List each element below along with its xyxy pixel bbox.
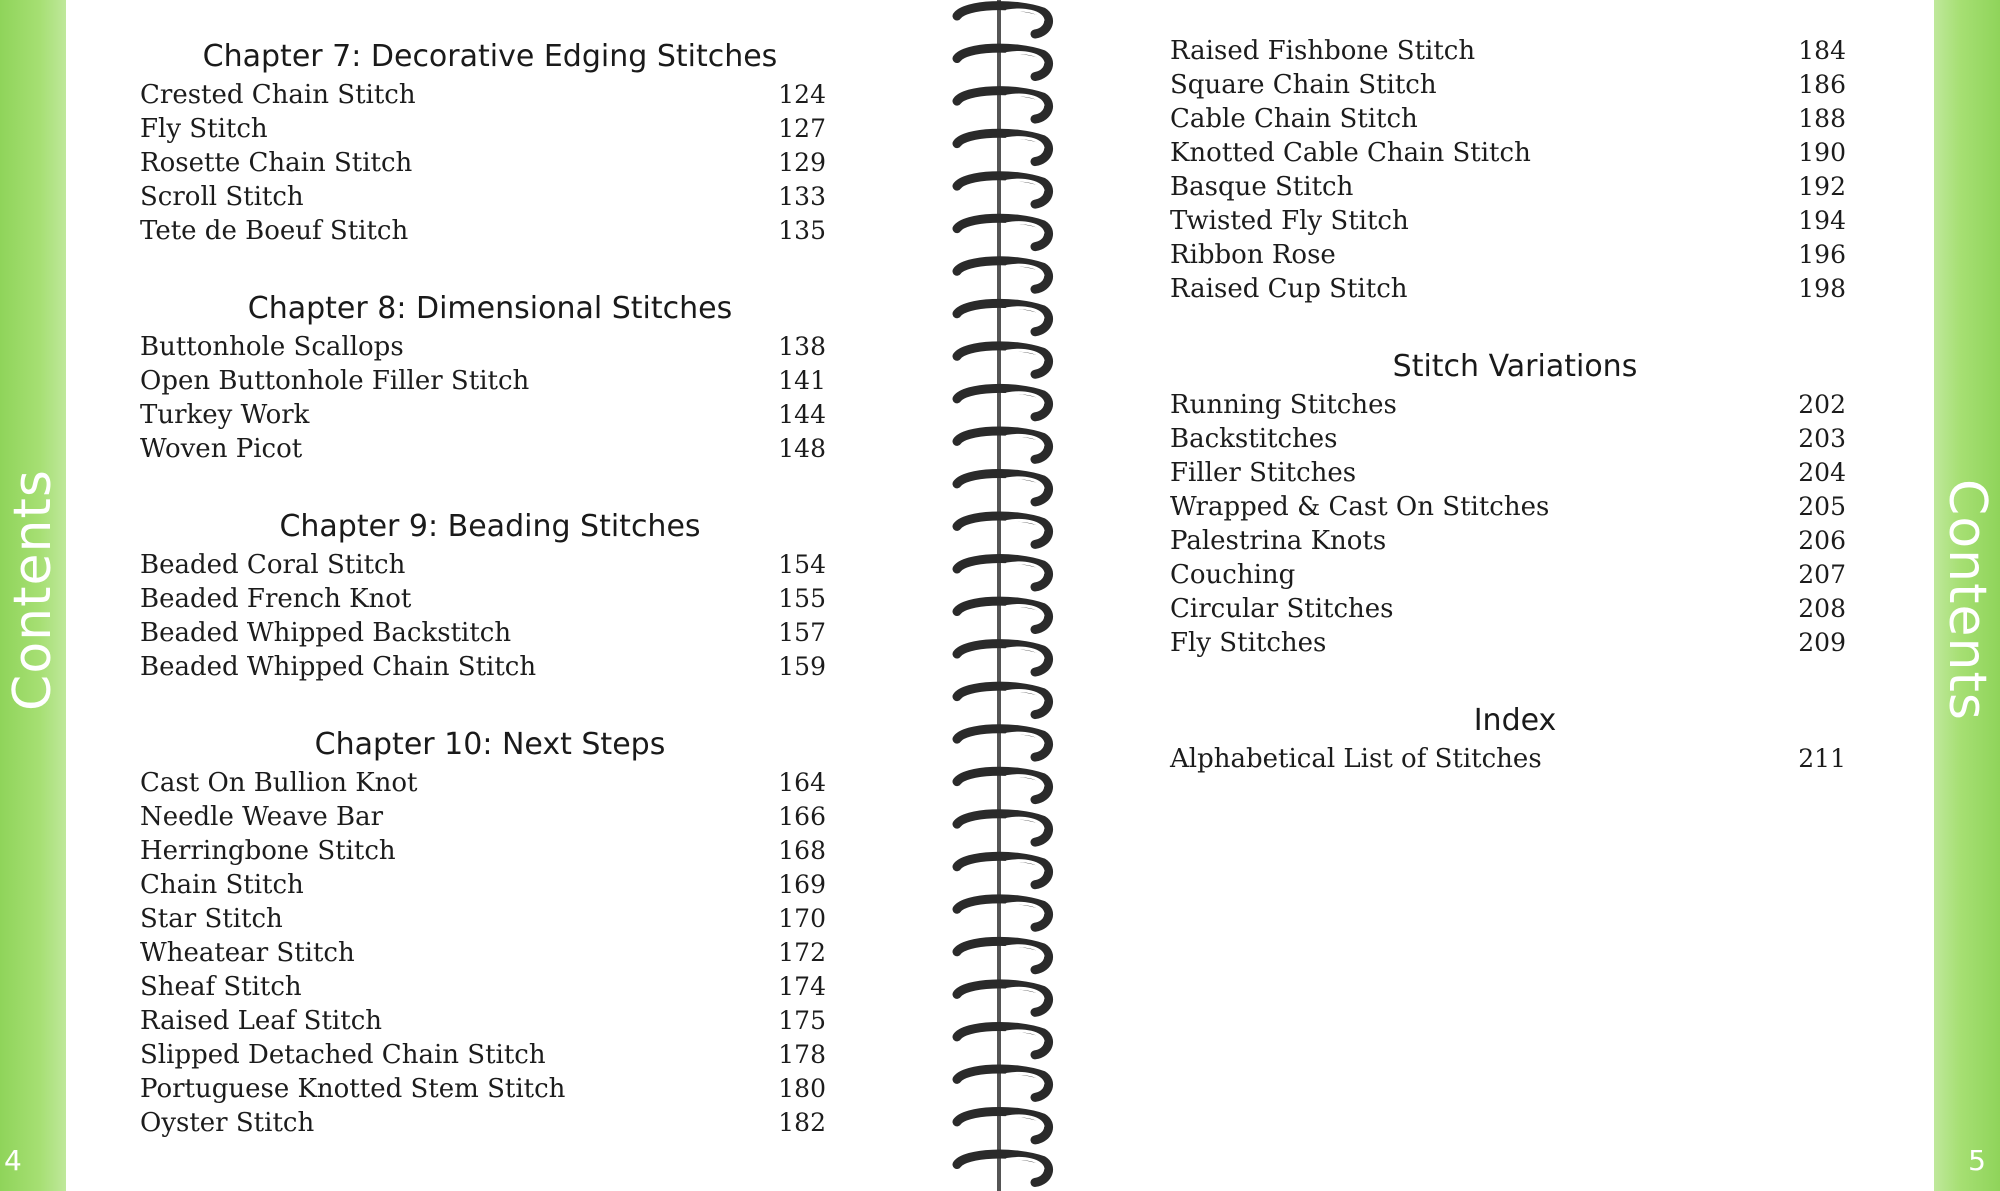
- left-page-number: 4: [4, 1144, 22, 1177]
- entry-page: 141: [778, 366, 826, 395]
- toc-entry[interactable]: [140, 1072, 840, 1106]
- entry-name: Woven Picot: [140, 434, 303, 464]
- entry-name: Circular Stitches: [1170, 594, 1394, 624]
- toc-entry[interactable]: [1170, 456, 1860, 490]
- toc-entry[interactable]: [1170, 170, 1860, 204]
- entry-page: 159: [778, 652, 826, 681]
- toc-entry[interactable]: [1170, 238, 1860, 272]
- entry-page: 154: [778, 550, 826, 579]
- entry-page: 174: [778, 972, 826, 1001]
- binding-coil: [957, 261, 1049, 289]
- toc-entry[interactable]: [140, 146, 840, 180]
- entry-page: 168: [778, 836, 826, 865]
- entry-page: 204: [1798, 458, 1846, 487]
- binding-coil: [957, 1069, 1049, 1097]
- binding-coil: [957, 303, 1049, 331]
- binding-coil: [957, 771, 1049, 799]
- entry-name: Basque Stitch: [1170, 172, 1354, 202]
- entry-page: 205: [1798, 492, 1846, 521]
- entry-name: Oyster Stitch: [140, 1108, 315, 1138]
- entry-name: Cast On Bullion Knot: [140, 768, 418, 798]
- toc-entry[interactable]: [1170, 68, 1860, 102]
- entry-page: 135: [778, 216, 826, 245]
- toc-entry[interactable]: [140, 364, 840, 398]
- entry-name: Portuguese Knotted Stem Stitch: [140, 1074, 566, 1104]
- binding-coil: [957, 48, 1049, 76]
- toc-entry[interactable]: [1170, 742, 1860, 776]
- entry-name: Star Stitch: [140, 904, 283, 934]
- section-title: Chapter 7: Decorative Edging Stitches: [202, 39, 778, 74]
- entry-list: [140, 78, 840, 248]
- entry-list: [140, 330, 840, 466]
- toc-entry[interactable]: [140, 432, 840, 466]
- entry-page: 166: [778, 802, 826, 831]
- toc-entry[interactable]: [1170, 490, 1860, 524]
- entry-page: 175: [778, 1006, 826, 1035]
- entry-name: Chain Stitch: [140, 870, 304, 900]
- binding-coil: [957, 176, 1049, 204]
- binding-coil: [957, 814, 1049, 842]
- toc-entry[interactable]: [140, 650, 840, 684]
- entry-name: Running Stitches: [1170, 390, 1397, 420]
- continued-entries: [1170, 0, 1860, 306]
- entry-name: Raised Leaf Stitch: [140, 1006, 382, 1036]
- binding-coil: [957, 1112, 1049, 1140]
- right-side-label: Contents: [1937, 479, 1997, 721]
- toc-entry[interactable]: [140, 800, 840, 834]
- binding-coil: [957, 6, 1049, 34]
- entry-page: 144: [778, 400, 826, 429]
- entry-page: 186: [1798, 70, 1846, 99]
- entry-page: 211: [1798, 744, 1846, 773]
- toc-entry[interactable]: [1170, 102, 1860, 136]
- entry-page: 190: [1798, 138, 1846, 167]
- entry-page: 202: [1798, 390, 1846, 419]
- binding-coil: [957, 984, 1049, 1012]
- binding-coil: [957, 941, 1049, 969]
- entry-page: 170: [778, 904, 826, 933]
- entry-page: 172: [778, 938, 826, 967]
- toc-entry[interactable]: [140, 616, 840, 650]
- entry-name: Square Chain Stitch: [1170, 70, 1437, 100]
- entry-page: 196: [1798, 240, 1846, 269]
- entry-page: 207: [1798, 560, 1846, 589]
- binding-coil: [957, 1026, 1049, 1054]
- entry-page: 178: [778, 1040, 826, 1069]
- entry-page: 124: [778, 80, 826, 109]
- toc-entry[interactable]: [1170, 204, 1860, 238]
- entry-page: 164: [778, 768, 826, 797]
- toc-entry[interactable]: [140, 1038, 840, 1072]
- entry-list: [1170, 742, 1860, 776]
- chapter-8-section: [140, 248, 840, 466]
- entry-name: Turkey Work: [140, 400, 310, 430]
- toc-entry[interactable]: [140, 330, 840, 364]
- toc-entry[interactable]: [140, 970, 840, 1004]
- entry-page: 192: [1798, 172, 1846, 201]
- entry-name: Alphabetical List of Stitches: [1170, 744, 1542, 774]
- section-title: Stitch Variations: [1392, 349, 1638, 384]
- toc-entry[interactable]: [140, 834, 840, 868]
- section-title: Index: [1473, 703, 1557, 738]
- section-title: Chapter 9: Beading Stitches: [279, 509, 701, 544]
- entry-name: Needle Weave Bar: [140, 802, 384, 832]
- left-page-toc: [140, 0, 840, 1140]
- entry-name: Backstitches: [1170, 424, 1338, 454]
- entry-page: 127: [778, 114, 826, 143]
- toc-entry[interactable]: [1170, 524, 1860, 558]
- binding-coil: [957, 473, 1049, 501]
- entry-name: Palestrina Knots: [1170, 526, 1387, 556]
- spiral-binding-icon: [945, 0, 1065, 1191]
- entry-name: Wheatear Stitch: [140, 938, 355, 968]
- toc-entry[interactable]: [140, 548, 840, 582]
- chapter-10-section: [140, 684, 840, 1140]
- entry-name: Herringbone Stitch: [140, 836, 396, 866]
- binding-coil: [957, 856, 1049, 884]
- entry-page: 138: [778, 332, 826, 361]
- entry-name: Beaded Coral Stitch: [140, 550, 406, 580]
- binding-coil: [957, 899, 1049, 927]
- binding-coil: [957, 218, 1049, 246]
- toc-entry[interactable]: [140, 112, 840, 146]
- section-title: Chapter 8: Dimensional Stitches: [247, 291, 733, 326]
- chapter-7-section: [140, 0, 840, 248]
- entry-name: Slipped Detached Chain Stitch: [140, 1040, 546, 1070]
- toc-entry[interactable]: [140, 214, 840, 248]
- left-side-label: Contents: [3, 469, 63, 711]
- entry-name: Buttonhole Scallops: [140, 332, 404, 362]
- entry-page: 209: [1798, 628, 1846, 657]
- entry-name: Open Buttonhole Filler Stitch: [140, 366, 530, 396]
- binding-coil: [957, 388, 1049, 416]
- entry-page: 198: [1798, 274, 1846, 303]
- entry-name: Fly Stitches: [1170, 628, 1327, 658]
- binding-coil: [957, 133, 1049, 161]
- entry-page: 133: [778, 182, 826, 211]
- entry-name: Beaded French Knot: [140, 584, 412, 614]
- toc-entry[interactable]: [140, 766, 840, 800]
- toc-entry[interactable]: [1170, 136, 1860, 170]
- toc-entry[interactable]: [140, 902, 840, 936]
- toc-entry[interactable]: [1170, 592, 1860, 626]
- entry-page: 206: [1798, 526, 1846, 555]
- entry-name: Wrapped & Cast On Stitches: [1170, 492, 1550, 522]
- stitch-variations-section: [1170, 306, 1860, 660]
- entry-page: 148: [778, 434, 826, 463]
- toc-entry[interactable]: [140, 1004, 840, 1038]
- entry-name: Ribbon Rose: [1170, 240, 1336, 270]
- chapter-9-section: [140, 466, 840, 684]
- section-title: Chapter 10: Next Steps: [314, 727, 666, 762]
- entry-page: 180: [778, 1074, 826, 1103]
- binding-coil: [957, 686, 1049, 714]
- binding-coil: [957, 431, 1049, 459]
- index-section: [1170, 660, 1860, 776]
- entry-page: 203: [1798, 424, 1846, 453]
- binding-coil: [957, 346, 1049, 374]
- entry-name: Knotted Cable Chain Stitch: [1170, 138, 1531, 168]
- right-page-toc: [1170, 0, 1860, 776]
- toc-entry[interactable]: [1170, 272, 1860, 306]
- entry-name: Scroll Stitch: [140, 182, 304, 212]
- entry-name: Crested Chain Stitch: [140, 80, 416, 110]
- entry-name: Rosette Chain Stitch: [140, 148, 413, 178]
- entry-name: Twisted Fly Stitch: [1170, 206, 1409, 236]
- binding-coil: [957, 644, 1049, 672]
- entry-page: 129: [778, 148, 826, 177]
- entry-page: 169: [778, 870, 826, 899]
- toc-entry[interactable]: [140, 868, 840, 902]
- entry-list: [1170, 388, 1860, 660]
- entry-name: Raised Cup Stitch: [1170, 274, 1408, 304]
- entry-name: Raised Fishbone Stitch: [1170, 36, 1476, 66]
- entry-page: 208: [1798, 594, 1846, 623]
- entry-name: Tete de Boeuf Stitch: [140, 216, 409, 246]
- entry-page: 157: [778, 618, 826, 647]
- toc-entry[interactable]: [140, 78, 840, 112]
- binding-coil: [957, 729, 1049, 757]
- entry-name: Fly Stitch: [140, 114, 268, 144]
- entry-page: 155: [778, 584, 826, 613]
- entry-name: Beaded Whipped Backstitch: [140, 618, 512, 648]
- entry-name: Sheaf Stitch: [140, 972, 302, 1002]
- entry-page: 188: [1798, 104, 1846, 133]
- toc-entry[interactable]: [140, 582, 840, 616]
- binding-coil: [957, 516, 1049, 544]
- toc-entry[interactable]: [140, 936, 840, 970]
- entry-page: 184: [1798, 36, 1846, 65]
- entry-page: 182: [778, 1108, 826, 1137]
- entry-list: [140, 548, 840, 684]
- binding-coil: [957, 91, 1049, 119]
- entry-name: Cable Chain Stitch: [1170, 104, 1418, 134]
- binding-coil: [957, 559, 1049, 587]
- toc-entry[interactable]: [140, 398, 840, 432]
- binding-coil: [957, 601, 1049, 629]
- toc-entry[interactable]: [1170, 34, 1860, 68]
- toc-entry[interactable]: [1170, 626, 1860, 660]
- entry-name: Filler Stitches: [1170, 458, 1357, 488]
- toc-entry[interactable]: [1170, 422, 1860, 456]
- entry-name: Couching: [1170, 560, 1296, 590]
- binding-coil: [957, 1154, 1049, 1182]
- toc-entry[interactable]: [140, 1106, 840, 1140]
- toc-entry[interactable]: [140, 180, 840, 214]
- toc-entry[interactable]: [1170, 558, 1860, 592]
- toc-entry[interactable]: [1170, 388, 1860, 422]
- entry-name: Beaded Whipped Chain Stitch: [140, 652, 537, 682]
- entry-list: [140, 766, 840, 1140]
- entry-page: 194: [1798, 206, 1846, 235]
- right-page-number: 5: [1968, 1144, 1986, 1177]
